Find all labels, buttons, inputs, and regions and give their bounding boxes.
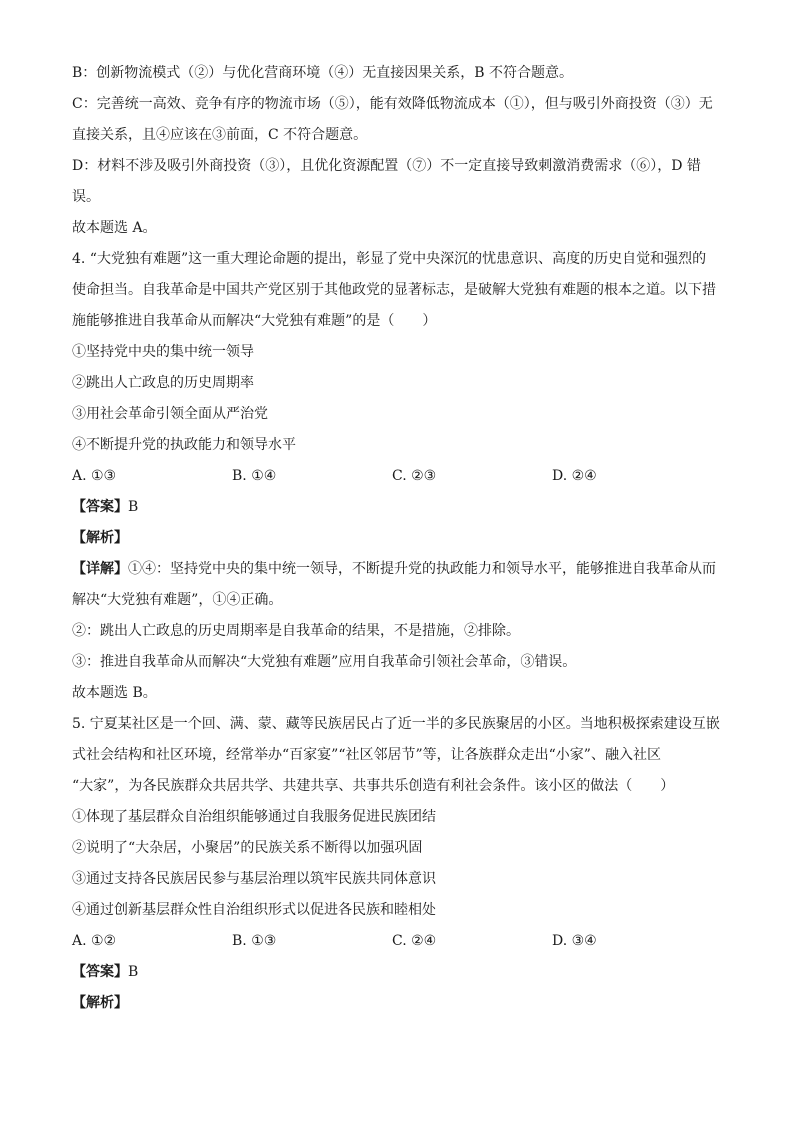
q4-detail-line: ③：推进自我革命从而解决“大党独有难题”应用自我革命引领社会革命，③错误。 — [72, 654, 577, 670]
q4-option-a: A. ①③ — [72, 468, 117, 484]
q4-detail-line: 解决“大党独有难题”，①④正确。 — [72, 592, 283, 608]
q3-conclusion: 故本题选 A。 — [72, 220, 157, 236]
q4-detail-line — [72, 554, 722, 585]
detail-text: ①④：坚持党中央的集中统一领导，不断提升党的执政能力和领导水平，能够推进自我革命从而 — [128, 561, 716, 577]
q5-item: ①体现了基层群众自治组织能够通过自我服务促进民族团结 — [72, 809, 436, 825]
q5-stem-line: 5. 宁夏某社区是一个回、满、蒙、藏等民族居民占了近一半的多民族聚居的小区。当地积极探索建设互嵌 — [72, 716, 720, 732]
document-page — [72, 58, 722, 1019]
answer-label: 【答案】 — [72, 964, 128, 980]
question-5 — [72, 709, 722, 1019]
q3-line-c2: 直接关系，且④应该在③前面，C 不符合题意。 — [72, 127, 368, 143]
q5-stem-line: 式社会结构和社区环境，经常举办“百家宴”“社区邻居节”等，让各族群众走出“小家”、融入社区 — [72, 747, 661, 763]
q4-stem-line: 施能够推进自我革命从而解决“大党独有难题”的是（ ） — [72, 313, 437, 329]
q4-analysis-label: 【解析】 — [72, 530, 128, 546]
q5-analysis-label: 【解析】 — [72, 995, 128, 1011]
q5-item: ③通过支持各民族居民参与基层治理以筑牢民族共同体意识 — [72, 871, 436, 887]
question-4 — [72, 244, 722, 709]
q4-item: ①坚持党中央的集中统一领导 — [72, 344, 254, 360]
q4-stem-line: 4. “大党独有难题”这一重大理论命题的提出，彰显了党中央深沉的忧患意识、高度的历史自觉和强烈的 — [72, 251, 707, 267]
q5-stem-line: “大家”，为各民族群众共居共学、共建共享、共事共乐创造有利社会条件。该小区的做法（ ） — [72, 778, 675, 794]
q3-line-c1: C：完善统一高效、竞争有序的物流市场（⑤），能有效降低物流成本（①），但与吸引外商投资（③）无 — [72, 96, 713, 112]
detail-label: 【详解】 — [72, 561, 128, 577]
q4-item: ④不断提升党的执政能力和领导水平 — [72, 437, 296, 453]
q5-item: ④通过创新基层群众性自治组织形式以促进各民族和睦相处 — [72, 902, 436, 918]
q5-answer — [72, 957, 722, 988]
q5-option-d: D. ③④ — [552, 933, 597, 949]
q5-item: ②说明了“大杂居，小聚居”的民族关系不断得以加强巩固 — [72, 840, 423, 856]
q4-conclusion: 故本题选 B。 — [72, 685, 157, 701]
q5-option-a: A. ①② — [72, 933, 117, 949]
q4-option-c: C. ②③ — [392, 468, 437, 484]
answer-value: B — [128, 964, 139, 980]
q3-explanation-tail — [72, 58, 722, 244]
q4-option-b: B. ①④ — [232, 468, 277, 484]
answer-label: 【答案】 — [72, 499, 128, 515]
answer-value: B — [128, 499, 139, 515]
q4-option-d: D. ②④ — [552, 468, 597, 484]
q5-option-c: C. ②④ — [392, 933, 437, 949]
q4-item: ③用社会革命引领全面从严治党 — [72, 406, 268, 422]
q4-options — [72, 461, 722, 492]
q5-option-b: B. ①③ — [232, 933, 277, 949]
q4-stem-line: 使命担当。自我革命是中国共产党区别于其他政党的显著标志，是破解大党独有难题的根本之道。以下措 — [72, 282, 716, 298]
q3-line-d2: 误。 — [72, 189, 100, 205]
q5-options — [72, 926, 722, 957]
q3-line-b: B：创新物流模式（②）与优化营商环境（④）无直接因果关系，B 不符合题意。 — [72, 65, 574, 81]
q4-item: ②跳出人亡政息的历史周期率 — [72, 375, 254, 391]
q3-line-d1: D：材料不涉及吸引外商投资（③），且优化资源配置（⑦）不一定直接导致刺激消费需求（⑥），D 错 — [72, 158, 701, 174]
q4-answer — [72, 492, 722, 523]
q4-detail-line: ②：跳出人亡政息的历史周期率是自我革命的结果，不是措施，②排除。 — [72, 623, 520, 639]
